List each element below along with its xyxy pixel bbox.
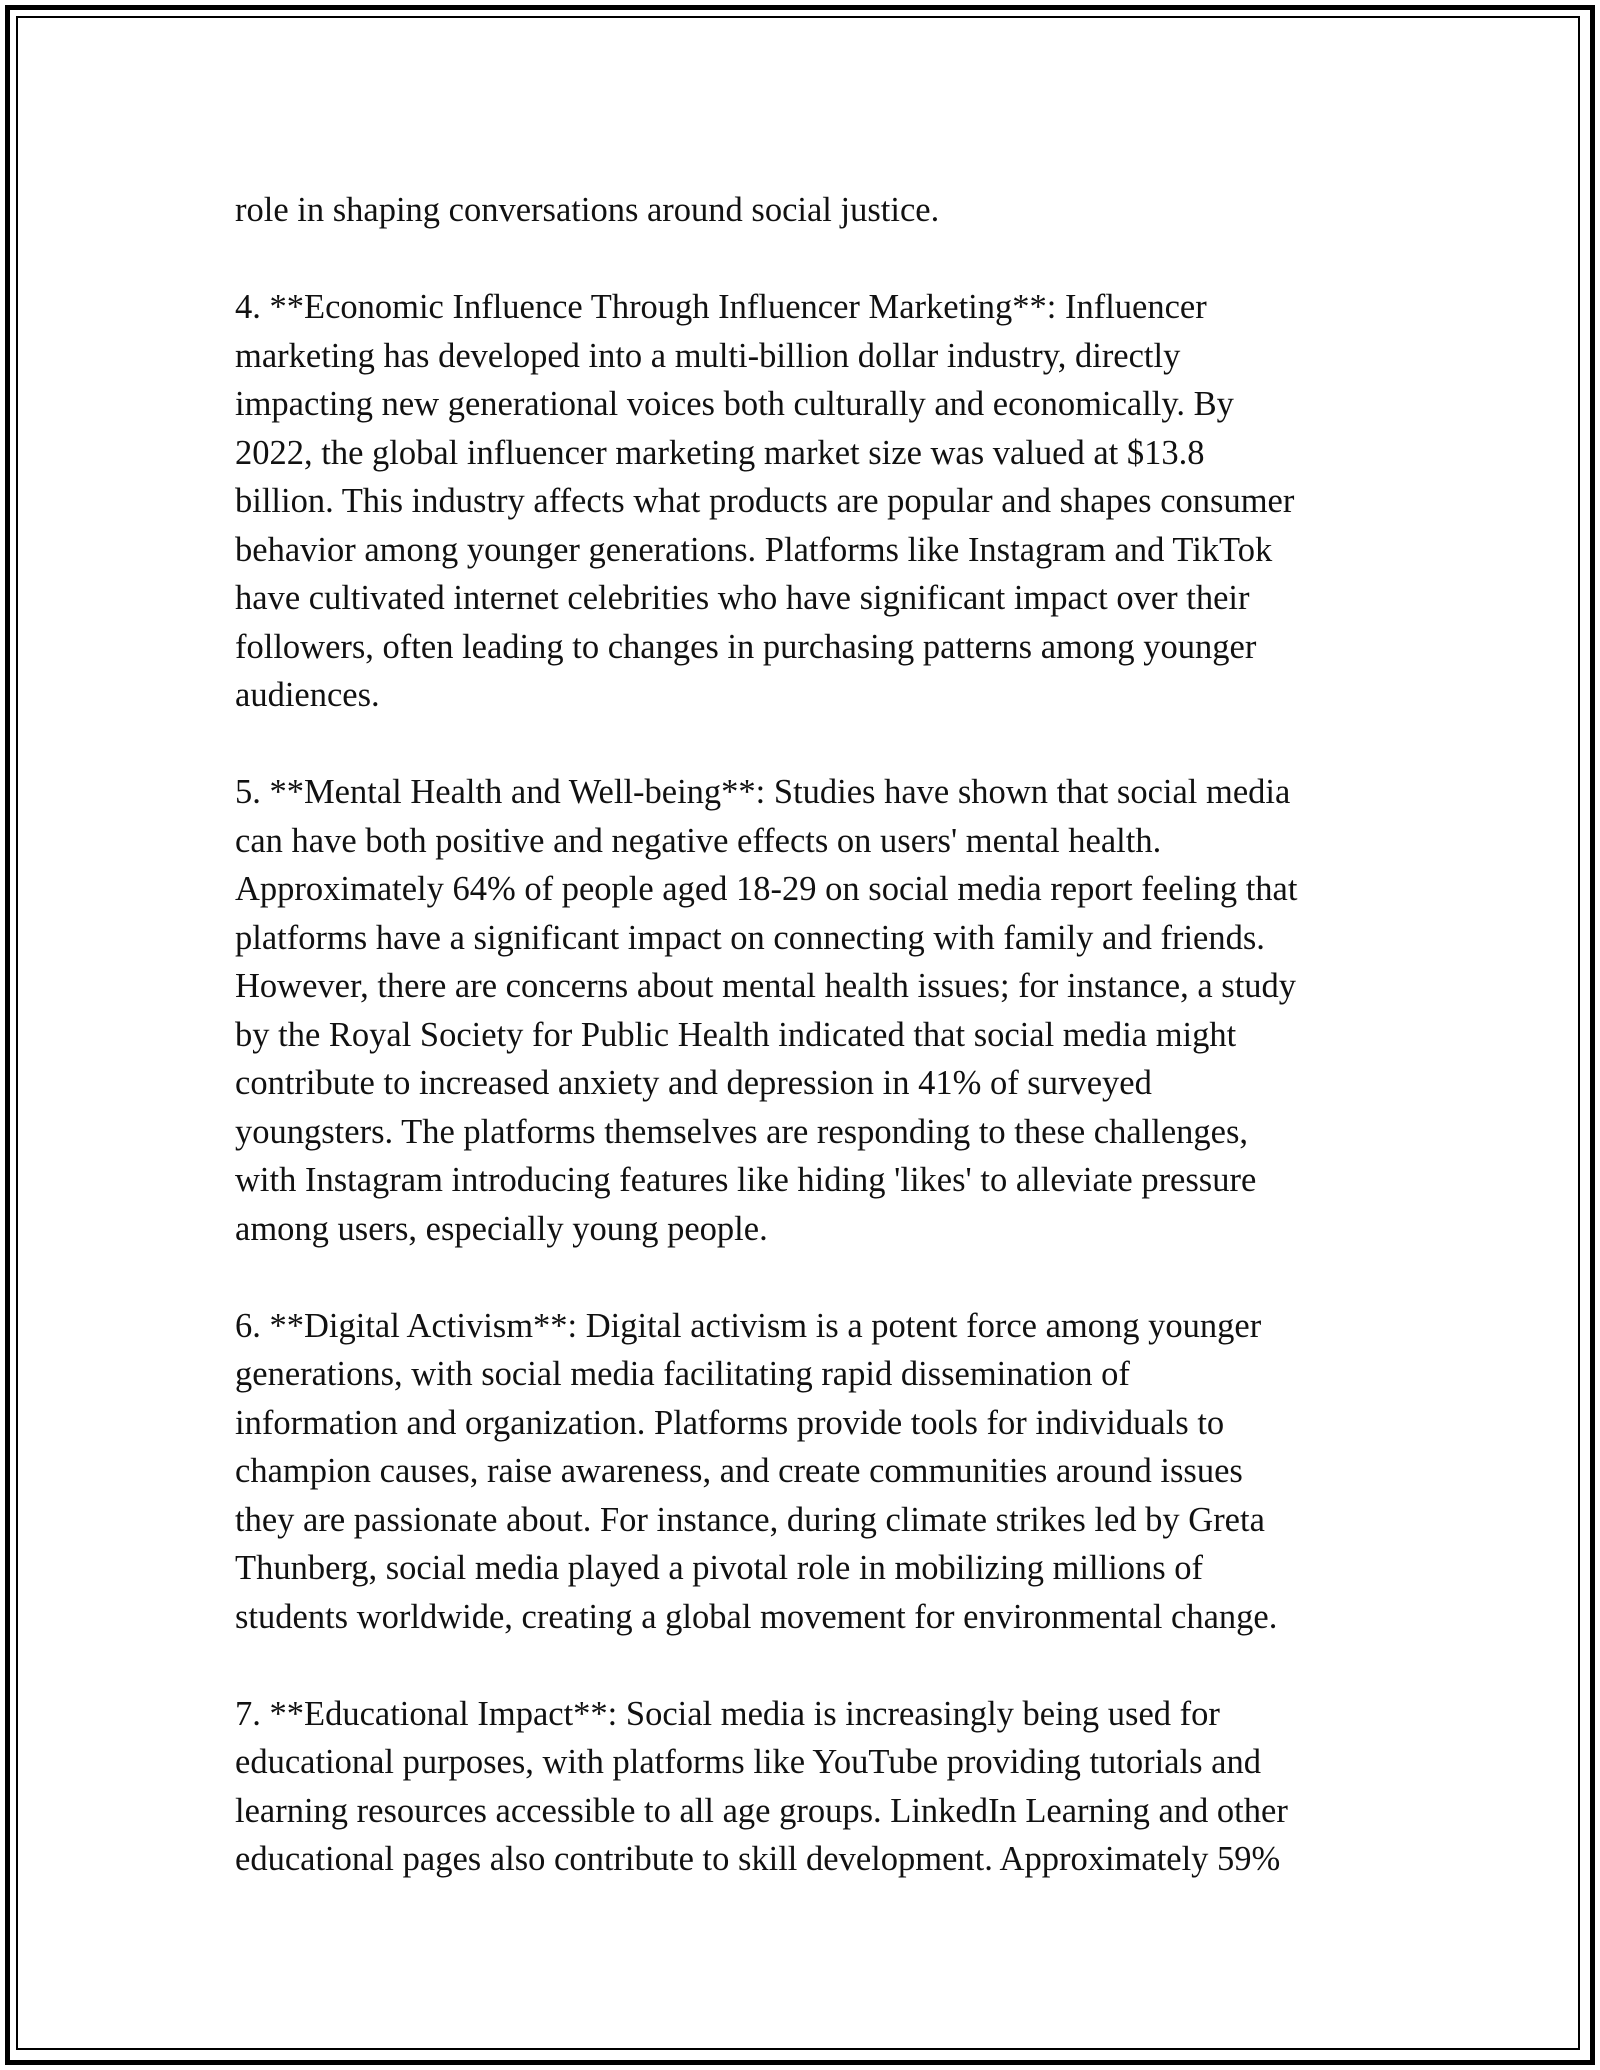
text-line: 2022, the global influencer marketing market size was valued at $13.8	[235, 433, 1205, 472]
text-line: among users, especially young people.	[235, 1209, 768, 1248]
text-line: by the Royal Society for Public Health indicated that social media might	[235, 1015, 1237, 1054]
text-line: they are passionate about. For instance, during climate strikes led by Greta	[235, 1500, 1265, 1539]
text-line: 6. **Digital Activism**: Digital activism is a potent force among younger	[235, 1306, 1262, 1345]
paragraph-mental-health	[235, 768, 1385, 1253]
text-line: role in shaping conversations around social justice.	[235, 191, 940, 229]
text-line: 4. **Economic Influence Through Influencer Marketing**: Influencer	[235, 288, 1207, 326]
text-line: with Instagram introducing features like hiding 'likes' to alleviate pressure	[235, 1161, 1257, 1199]
document-body	[235, 186, 1385, 1932]
paragraph-educational-impact	[235, 1690, 1385, 1884]
text-line: educational purposes, with platforms like YouTube providing tutorials and	[235, 1743, 1261, 1781]
text-line: audiences.	[235, 676, 380, 714]
text-line: behavior among younger generations. Platforms like Instagram and TikTok	[235, 530, 1273, 569]
text-line: information and organization. Platforms provide tools for individuals to	[235, 1403, 1225, 1442]
text-line: impacting new generational voices both culturally and economically. By	[235, 385, 1234, 423]
text-line: contribute to increased anxiety and depression in 41% of surveyed	[235, 1064, 1152, 1102]
text-line: However, there are concerns about mental health issues; for instance, a study	[235, 967, 1297, 1005]
text-line: learning resources accessible to all age groups. LinkedIn Learning and other	[235, 1791, 1288, 1830]
paragraph-continuation	[235, 186, 1385, 235]
text-line: 5. **Mental Health and Well-being**: Studies have shown that social media	[235, 773, 1291, 811]
text-line: champion causes, raise awareness, and create communities around issues	[235, 1452, 1243, 1490]
text-line: generations, with social media facilitating rapid dissemination of	[235, 1355, 1130, 1393]
text-line: followers, often leading to changes in purchasing patterns among younger	[235, 627, 1257, 666]
text-line: Approximately 64% of people aged 18-29 on social media report feeling that	[235, 870, 1298, 908]
text-line: 7. **Educational Impact**: Social media is increasingly being used for	[235, 1694, 1220, 1733]
text-line: Thunberg, social media played a pivotal role in mobilizing millions of	[235, 1549, 1204, 1587]
text-line: can have both positive and negative effects on users' mental health.	[235, 821, 1162, 860]
paragraph-economic-influence	[235, 283, 1385, 720]
paragraph-digital-activism	[235, 1302, 1385, 1642]
text-line: platforms have a significant impact on connecting with family and friends.	[235, 918, 1265, 957]
text-line: billion. This industry affects what products are popular and shapes consumer	[235, 482, 1295, 520]
text-line: have cultivated internet celebrities who have significant impact over their	[235, 579, 1250, 617]
text-line: youngsters. The platforms themselves are responding to these challenges,	[235, 1112, 1249, 1151]
text-line: marketing has developed into a multi-billion dollar industry, directly	[235, 336, 1181, 375]
text-line: students worldwide, creating a global movement for environmental change.	[235, 1597, 1278, 1636]
text-line: educational pages also contribute to skill development. Approximately 59%	[235, 1840, 1281, 1878]
